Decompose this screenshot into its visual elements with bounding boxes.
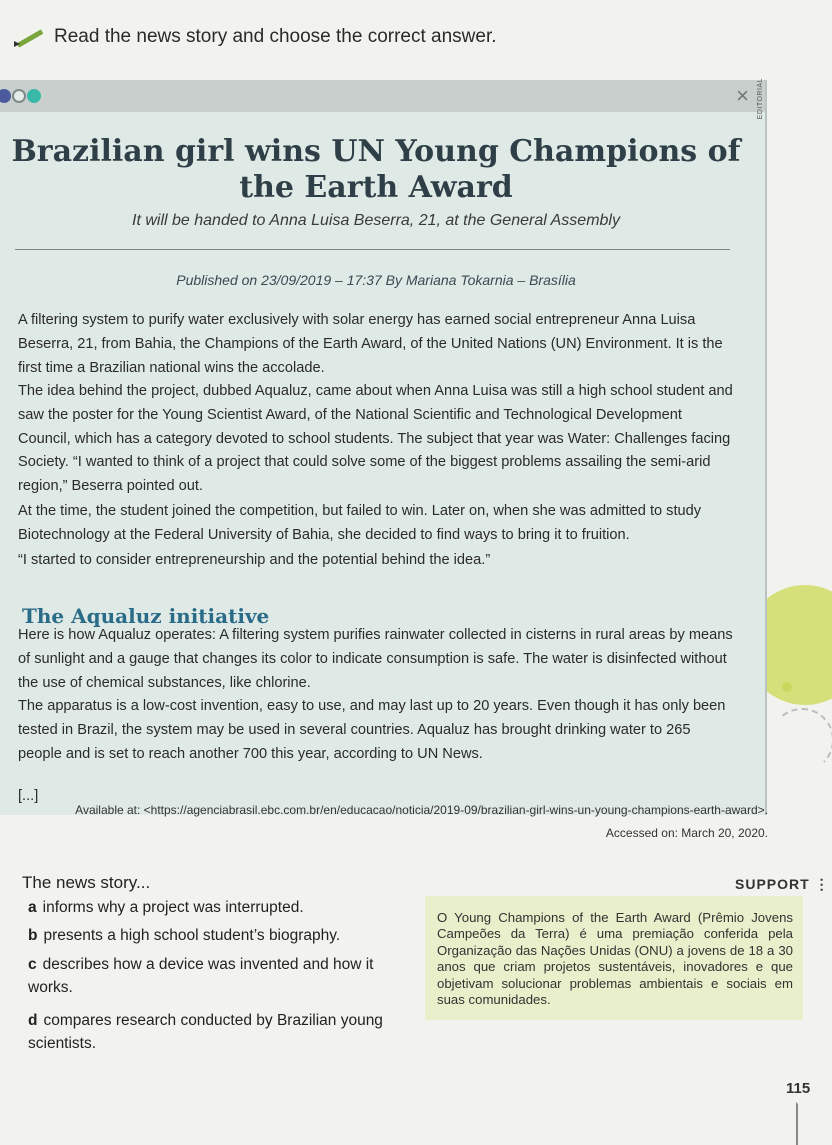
- support-label: SUPPORT ⋮: [735, 876, 830, 892]
- headline-line-2: the Earth Award: [239, 170, 513, 205]
- window-dot-teal-icon: [27, 89, 41, 103]
- published-line: Published on 23/09/2019 – 17:37 By Mariana Tokarnia – Brasília: [176, 272, 576, 288]
- option-text: presents a high school student’s biography.: [43, 927, 341, 944]
- question-stem: The news story...: [22, 873, 151, 892]
- page-corner: [796, 1102, 832, 1145]
- window-dot-blue-icon: [0, 89, 11, 103]
- page-number: 115: [786, 1080, 811, 1097]
- option-letter: b: [28, 927, 38, 944]
- option-letter: c: [28, 956, 37, 973]
- option-d[interactable]: [28, 1009, 408, 1055]
- section-title: The Aqualuz initiative: [22, 604, 270, 628]
- instruction: [14, 26, 497, 48]
- article-paragraph-4: “I started to consider entrepreneurship and the potential behind the idea.”: [18, 552, 491, 568]
- editorial-side-label: EDITORIAL: [757, 78, 764, 120]
- option-a[interactable]: [28, 896, 408, 919]
- option-text: describes how a device was invented and how it works.: [28, 956, 374, 996]
- article-paragraph-1: A filtering system to purify water exclusively with solar energy has earned social entrepreneur Anna Luisa Beserra, 21, from Bahia, the Champions of the Earth Award, of the United Nations (UN) Environment. It is the first time a Brazilian national wins the accolade.: [18, 312, 723, 376]
- section-paragraph-2: The apparatus is a low-cost invention, easy to use, and may last up to 20 years. Even though it has only been tested in Brazil, the system may be used in several countries. Aqualuz has brought drinking water to 265 people and is set to reach another 700 this year, according to UN News.: [18, 698, 726, 762]
- option-letter: d: [28, 1012, 38, 1029]
- instruction-text: Read the news story and choose the correct answer.: [54, 26, 497, 47]
- pencil-icon: [14, 27, 48, 47]
- decorative-arc: [770, 708, 832, 772]
- option-text: compares research conducted by Brazilian young scientists.: [28, 1012, 383, 1052]
- article-paragraph-2: The idea behind the project, dubbed Aqualuz, came about when Anna Luisa was still a high school student and saw the poster for the Young Scientist Award, of the National Scientific and Technological Development Council, which has a category devoted to school students. The subject that year was Water: Challenges facing Society. “I wanted to think of a project that could solve some of the biggest problems assailing the semi-arid region,” Beserra pointed out.: [18, 383, 733, 495]
- article-headline: [0, 134, 752, 206]
- support-text: O Young Champions of the Earth Award (Prêmio Jovens Campeões da Terra) é uma premiação conferida pela Organização das Nações Unidas (ONU) a jovens de 18 a 30 anos que criam projetos sustentáveis, inovadores e que objetivam solucionar problemas ambientais e sociais em suas comunidades.: [437, 910, 793, 1008]
- section-paragraph-ellipsis: [...]: [18, 788, 39, 804]
- article-paragraph-3: At the time, the student joined the competition, but failed to win. Later on, when she was admitted to study Biotechnology at the Federal University of Bahia, she decided to find ways to bring it to fruition.: [18, 503, 702, 543]
- option-c[interactable]: [28, 953, 408, 999]
- article-subheading: It will be handed to Anna Luisa Beserra, 21, at the General Assembly: [132, 212, 620, 229]
- section-paragraph-1: Here is how Aqualuz operates: A filtering system purifies rainwater collected in cisterns in rural areas by means of sunlight and a gauge that changes its color to indicate consumption is safe. The water is disinfected without the use of chemical substances, like chlorine.: [18, 627, 733, 691]
- decorative-dot: [782, 682, 792, 692]
- close-icon[interactable]: ×: [736, 83, 749, 108]
- window-dot-outline-icon: [12, 89, 26, 103]
- divider: [15, 249, 730, 250]
- option-letter: a: [28, 899, 37, 916]
- source-available: Available at: <https://agenciabrasil.ebc.com.br/en/educacao/noticia/2019-09/brazilian-girl-wins-un-young-champions-earth-award>.: [75, 803, 768, 817]
- source-accessed: Accessed on: March 20, 2020.: [605, 826, 768, 840]
- window-titlebar: [0, 80, 765, 112]
- headline-line-1: Brazilian girl wins UN Young Champions of: [11, 134, 741, 169]
- option-text: informs why a project was interrupted.: [42, 899, 304, 916]
- option-b[interactable]: [28, 924, 408, 947]
